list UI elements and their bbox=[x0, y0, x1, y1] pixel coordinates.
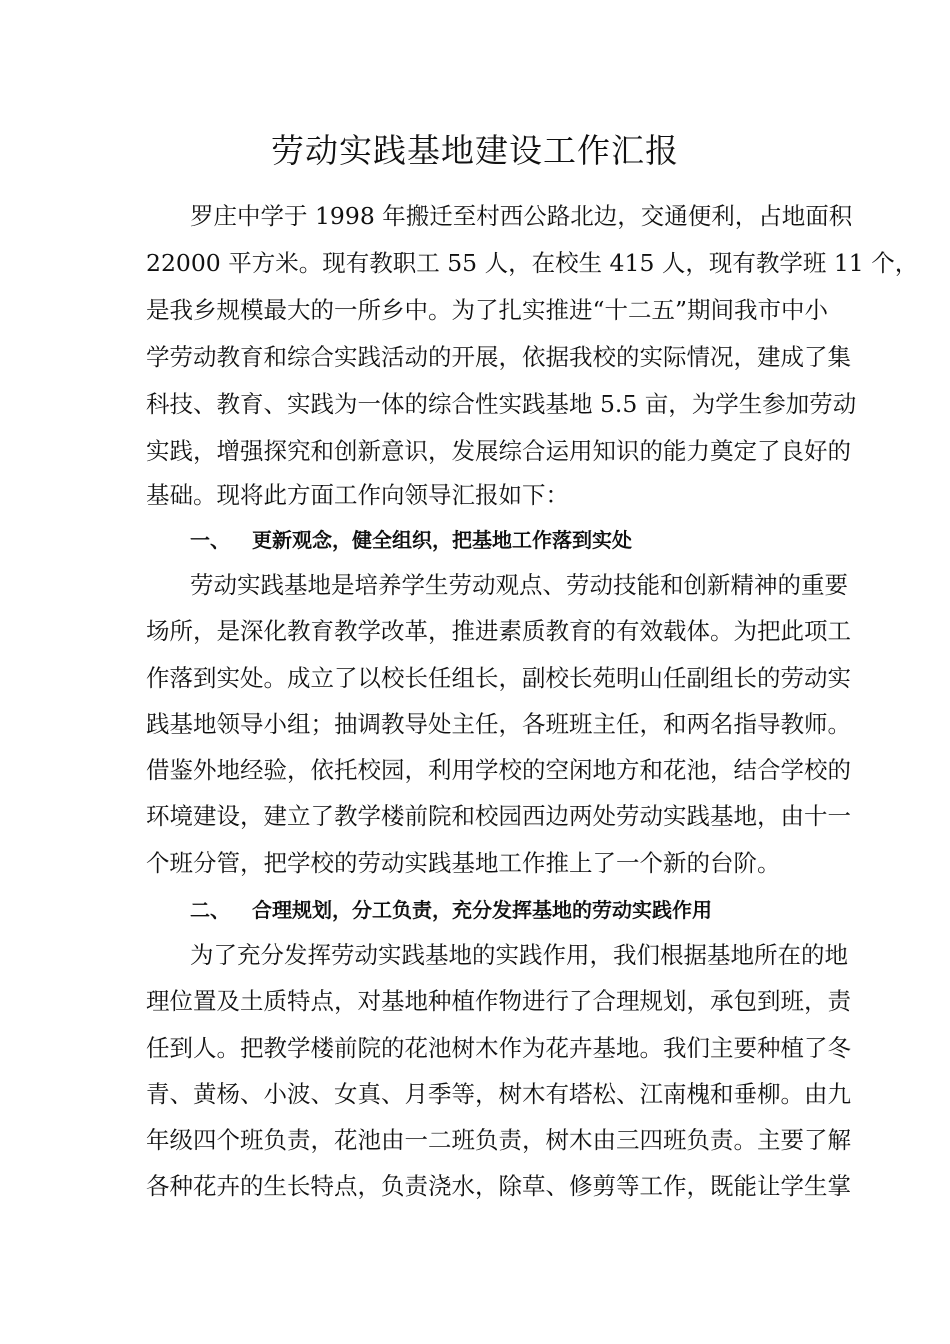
section-number: 一、 bbox=[190, 528, 230, 552]
paragraph-line: 罗庄中学于 1998 年搬迁至村西公路北边，交通便利，占地面积 bbox=[190, 202, 853, 230]
section-number: 二、 bbox=[190, 898, 230, 922]
section-heading-text: 合理规划，分工负责，充分发挥基地的劳动实践作用 bbox=[252, 898, 712, 922]
paragraph-line: 劳动实践基地是培养学生劳动观点、劳动技能和创新精神的重要 bbox=[190, 571, 848, 599]
paragraph-line: 借鉴外地经验，依托校园，利用学校的空闲地方和花池，结合学校的 bbox=[146, 756, 851, 784]
paragraph-line: 基础。现将此方面工作向领导汇报如下： bbox=[146, 481, 569, 509]
paragraph-line: 是我乡规模最大的一所乡中。为了扎实推进“十二五”期间我市中小 bbox=[146, 296, 829, 324]
paragraph-line: 各种花卉的生长特点，负责浇水，除草、修剪等工作，既能让学生掌 bbox=[146, 1172, 851, 1200]
paragraph-line: 场所，是深化教育教学改革，推进素质教育的有效载体。为把此项工 bbox=[146, 617, 851, 645]
paragraph-line: 学劳动教育和综合实践活动的开展，依据我校的实际情况，建成了集 bbox=[146, 343, 851, 371]
document-title: 劳动实践基地建设工作汇报 bbox=[271, 131, 679, 170]
section-heading-text: 更新观念，健全组织，把基地工作落到实处 bbox=[252, 528, 632, 552]
paragraph-line: 青、黄杨、小波、女真、月季等，树木有塔松、江南槐和垂柳。由九 bbox=[146, 1080, 851, 1108]
section-heading bbox=[190, 892, 806, 928]
paragraph-line: 作落到实处。成立了以校长任组长，副校长苑明山任副组长的劳动实 bbox=[146, 664, 851, 692]
paragraph-line: 科技、教育、实践为一体的综合性实践基地 5.5 亩，为学生参加劳动 bbox=[146, 390, 857, 418]
paragraph-line: 环境建设，建立了教学楼前院和校园西边两处劳动实践基地，由十一 bbox=[146, 802, 851, 830]
paragraph-line: 22000 平方米。现有教职工 55 人，在校生 415 人，现有教学班 11 个， bbox=[146, 249, 919, 277]
paragraph-line: 为了充分发挥劳动实践基地的实践作用，我们根据基地所在的地 bbox=[190, 941, 848, 969]
section-heading bbox=[190, 522, 806, 558]
paragraph-line: 任到人。把教学楼前院的花池树木作为花卉基地。我们主要种植了冬 bbox=[146, 1034, 851, 1062]
paragraph-line: 年级四个班负责，花池由一二班负责，树木由三四班负责。主要了解 bbox=[146, 1126, 851, 1154]
paragraph-line: 践基地领导小组；抽调教导处主任，各班班主任，和两名指导教师。 bbox=[146, 710, 851, 738]
paragraph-line: 个班分管，把学校的劳动实践基地工作推上了一个新的台阶。 bbox=[146, 849, 781, 877]
paragraph-line: 理位置及土质特点，对基地种植作物进行了合理规划，承包到班，责 bbox=[146, 987, 851, 1015]
paragraph-line: 实践，增强探究和创新意识，发展综合运用知识的能力奠定了良好的 bbox=[146, 437, 851, 465]
